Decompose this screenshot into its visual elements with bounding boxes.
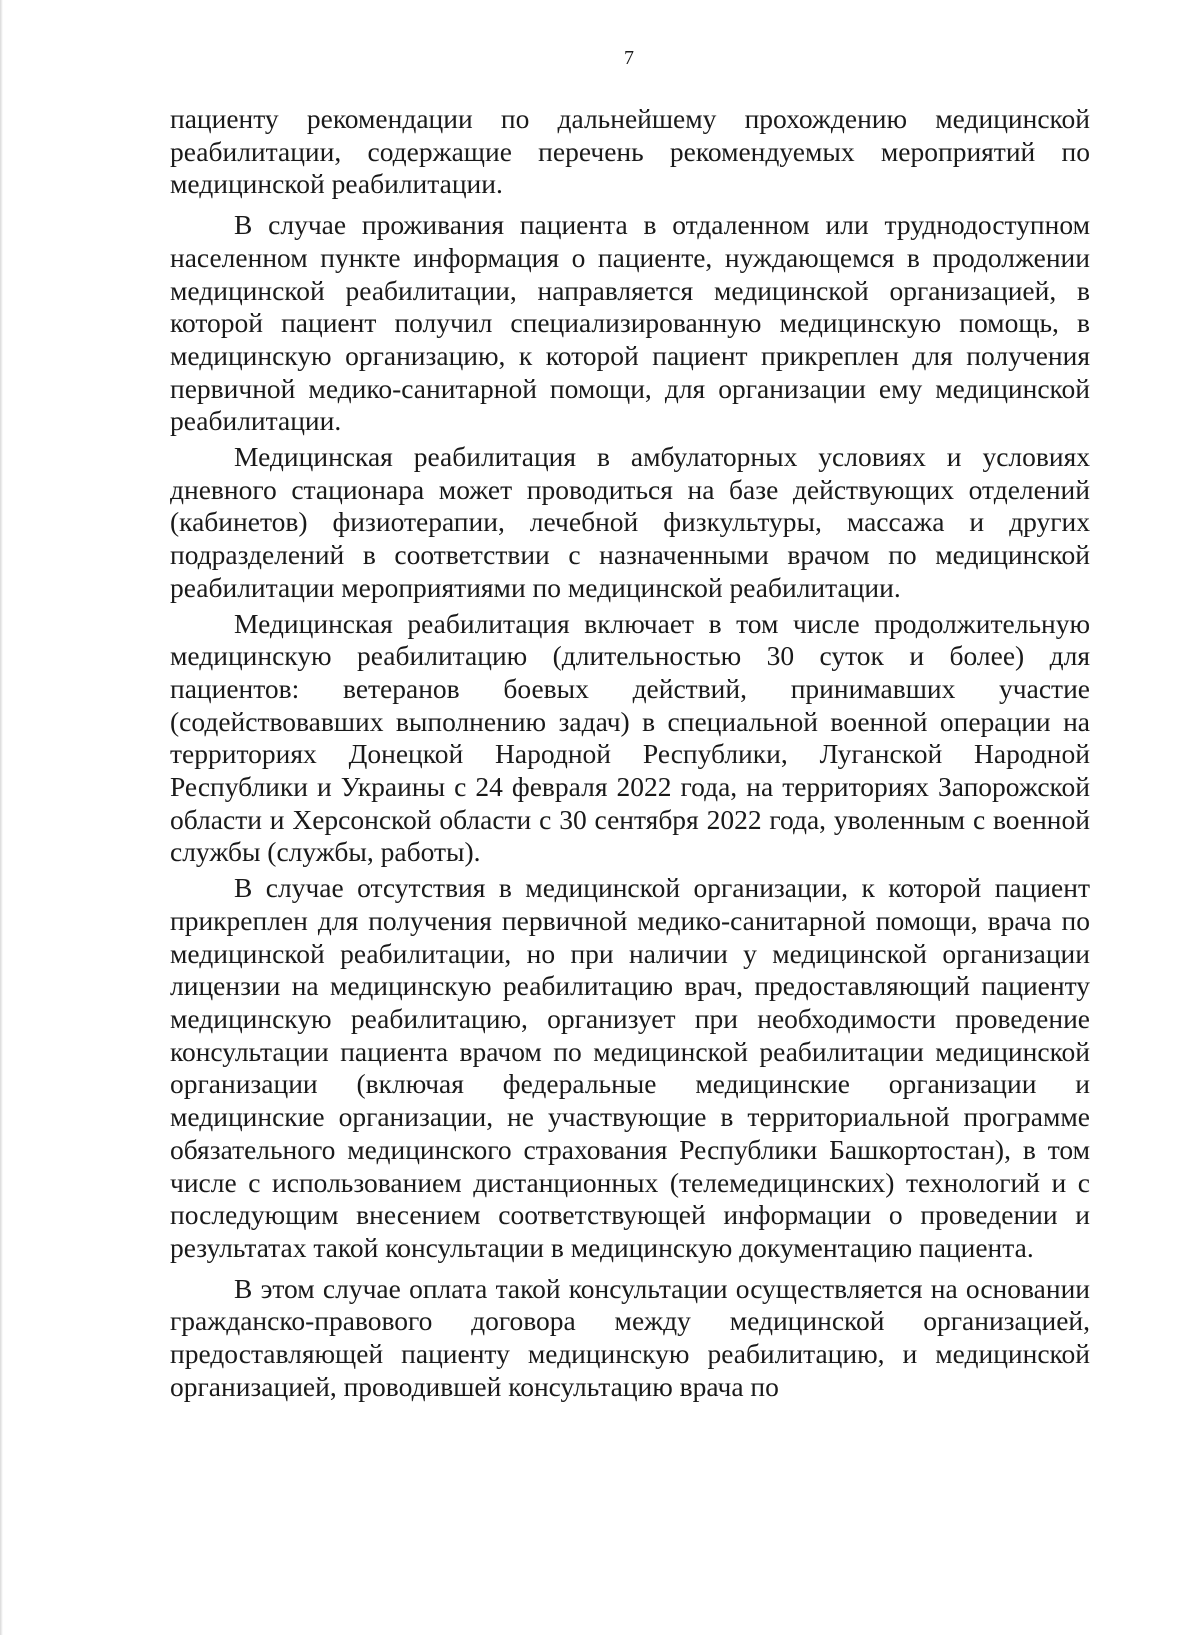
paragraph-outpatient-rehab: Медицинская реабилитация в амбулаторных условиях и условиях дневного стационара может проводиться на базе действующих отделений (кабинетов) физиотерапии, лечебной физкультуры, массажа и других подразделений в соответствии с назначенными врачом по медицинской реабилитации мероприятиями по медицинской реабилитации. xyxy=(170,441,1090,603)
paragraph-payment: В этом случае оплата такой консультации осуществляется на основании гражданско-правового договора между медицинской организацией, предоставляющей пациенту медицинскую реабилитацию, и медицинской организацией, проводившей консультацию врача по xyxy=(170,1272,1090,1402)
paragraph-long-term-rehab: Медицинская реабилитация включает в том числе продолжительную медицинскую реабилитацию (длительностью 30 суток и более) для пациентов: ветеранов боевых действий, принимавших участие (содействовавших выполнению задач) в специальной военной операции на территориях Донецкой Народной Республики, Луганской Народной Республики и Украины с 24 февраля 2022 года, на территориях Запорожской области и Херсонской области с 30 сентября 2022 года, уволенным с военной службы (службы, работы). xyxy=(170,607,1090,868)
page-number: 7 xyxy=(624,47,634,69)
paragraph-consultation: В случае отсутствия в медицинской организации, к которой пациент прикреплен для получения первичной медико-санитарной помощи, врача по медицинской реабилитации, но при наличии у медицинской организации лицензии на медицинскую реабилитацию врач, предоставляющий пациенту медицинскую реабилитацию, организует при необходимости проведение консультации пациента врачом по медицинской реабилитации медицинской организации (включая федеральные медицинские организации и медицинские организации, не участвующие в территориальной программе обязательного медицинского страхования Республики Башкортостан), в том числе с использованием дистанционных (телемедицинских) технологий и с последующим внесением соответствующей информации о проведении и результатах такой консультации в медицинскую документацию пациента. xyxy=(170,872,1090,1263)
paragraph-continuation: пациенту рекомендации по дальнейшему прохождению медицинской реабилитации, содержащие перечень рекомендуемых мероприятий по медицинской реабилитации. xyxy=(170,103,1090,200)
scan-edge xyxy=(0,0,3,1635)
paragraph-remote-residence: В случае проживания пациента в отдаленном или труднодоступном населенном пункте информация о пациенте, нуждающемся в продолжении медицинской реабилитации, направляется медицинской организацией, в которой пациент получил специализированную медицинскую помощь, в медицинскую организацию, к которой пациент прикреплен для получения первичной медико-санитарной помощи, для организации ему медицинской реабилитации. xyxy=(170,209,1090,437)
document-body xyxy=(170,103,1090,1403)
